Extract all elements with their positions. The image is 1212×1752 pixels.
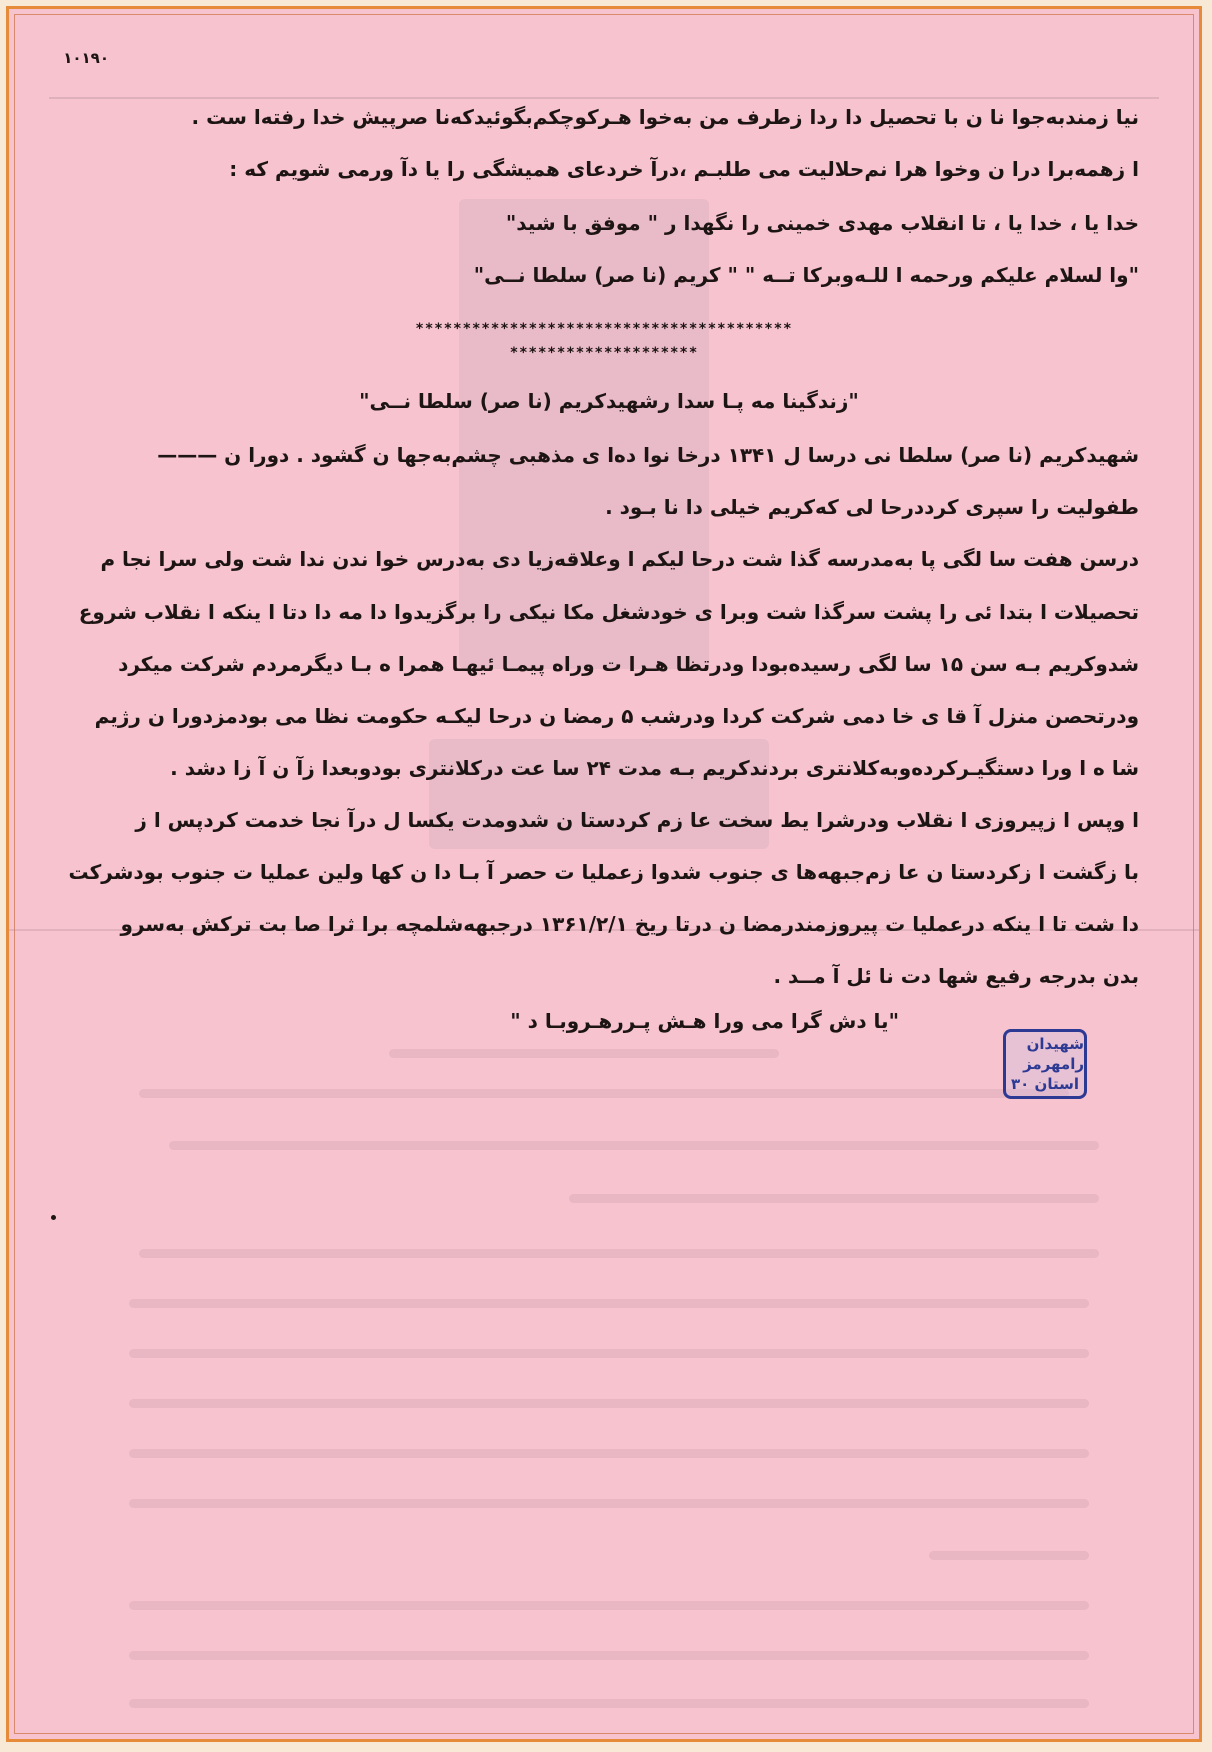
biography-line: ا وپس ا زپیروزی ا نقلاب ودرشرا یط سخت عا زم کردستا ن شدومدت یکسا ل درآ نجا خدمت کردپس ا ز xyxy=(135,808,1139,832)
biography-line: دا شت تا ا ینکه درعملیا ت پیروزمندرمضا ن درتا ریخ ۱۳۶۱/۲/۱ درجبهه‌شلمچه برا ثرا صا بت ترکش به‌سرو xyxy=(120,912,1139,936)
bleed-line xyxy=(929,1551,1089,1560)
corner-number: ۱۰۱۹۰ xyxy=(63,49,109,67)
bleed-line xyxy=(129,1449,1089,1458)
bleed-line xyxy=(569,1194,1099,1203)
separator-stars-short: ******************** xyxy=(509,345,699,361)
bleed-line xyxy=(129,1699,1089,1708)
stamp-line-1: شهیدان رامهرمز xyxy=(1023,1035,1084,1073)
biography-line: طفولیت را سپری کرددرحا لی که‌کریم خیلی دا نا بـود . xyxy=(605,495,1139,519)
biography-title: "زندگینا مه پـا سدا رشهیدکریم (نا صر) سلطا نــی" xyxy=(359,389,859,413)
separator-stars: **************************************** xyxy=(415,321,793,337)
ink-dot xyxy=(51,1215,56,1220)
bleed-line xyxy=(129,1499,1089,1508)
bleed-line xyxy=(129,1651,1089,1660)
biography-line: شدوکریم بـه سن ۱۵ سا لگی رسیده‌بودا ودرتظا هـرا ت وراه پیمـا ئیهـا همرا ه بـا دیگرمردم شرکت میکرد xyxy=(118,652,1139,676)
letter-line-2: ا زهمه‌برا درا ن وخوا هرا نم‌حلالیت می طلبـم ،درآ خردعای همیشگی را یا دآ ورمی شویم که : xyxy=(229,157,1139,181)
bleed-line xyxy=(129,1349,1089,1358)
bleed-line xyxy=(139,1249,1099,1258)
biography-line: با زگشت ا زکردستا ن عا زم‌جبهه‌ها ی جنوب شدوا زعملیا ت حصر آ بـا دا ن کها ولین عملیا ت جنوب بودشرکت xyxy=(68,860,1139,884)
bleed-line xyxy=(169,1141,1099,1150)
letter-line-1: نیا زمندبه‌جوا نا ن با تحصیل دا ردا زطرف من به‌خوا هـرکوچکم‌بگوئیدکه‌نا صرپیش خدا رفته‌ا ست . xyxy=(191,105,1139,129)
biography-line: شا ه ا ورا دستگیـرکرده‌وبه‌کلانتری بردندکریم بـه مدت ۲۴ سا عت درکلانتری بودوبعدا زآ ن آ زا دشد . xyxy=(170,756,1139,780)
bleed-line xyxy=(129,1399,1089,1408)
bleed-line xyxy=(129,1601,1089,1610)
faded-header-band xyxy=(49,47,1159,99)
stamp-line-2: استان ۳۰ xyxy=(1011,1075,1079,1093)
letter-line-3: خدا یا ، خدا یا ، تا انقلاب مهدی خمینی را نگهدا ر " موفق با شید" xyxy=(505,211,1139,235)
letter-signature: "وا لسلام علیکم ورحمه ا للـه‌وبرکا تــه " " کریم (نا صر) سلطا نــی" xyxy=(473,263,1139,287)
bleed-line xyxy=(139,1089,1069,1098)
bleed-line xyxy=(389,1049,779,1058)
office-stamp xyxy=(1003,1029,1087,1099)
closing-remembrance: "یا دش گرا می ورا هـش پـررهـروبـا د " xyxy=(510,1009,899,1033)
biography-line: بدن بدرجه رفیع شها دت نا ئل آ مــد . xyxy=(773,964,1139,988)
document-page xyxy=(6,6,1202,1742)
biography-line: شهیدکریم (نا صر) سلطا نی درسا ل ۱۳۴۱ درخا نوا ده‌ا ی مذهبی چشم‌به‌جها ن گشود . دورا ن ——— xyxy=(157,443,1139,467)
bleed-line xyxy=(129,1299,1089,1308)
biography-line: ودرتحصن منزل آ قا ی خا دمی شرکت کردا ودرشب ۵ رمضا ن درحا لیکـه حکومت نظا می بودمزدورا ن رژیم xyxy=(94,704,1139,728)
biography-line: تحصیلات ا بتدا ئی را پشت سرگذا شت وبرا ی خودشغل مکا نیکی را برگزیدوا دا مه دا دتا ا ینکه ا نقلاب شروع xyxy=(78,600,1139,624)
biography-line: درسن هفت سا لگی پا به‌مدرسه گذا شت درحا لیکم ا وعلاقه‌زیا دی به‌درس خوا ندن ندا شت ولی سرا نجا م xyxy=(100,547,1139,571)
